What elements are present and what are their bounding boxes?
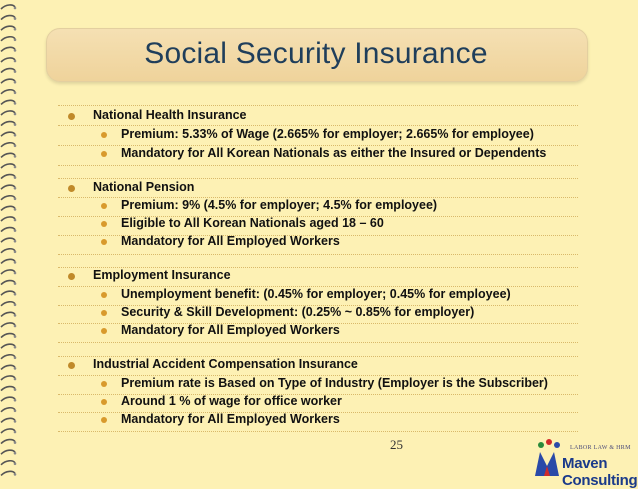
section-heading-row (0, 178, 600, 198)
section-heading: National Health Insurance (93, 108, 247, 122)
bullet-icon (101, 132, 107, 138)
bullet-icon (101, 417, 107, 423)
page-number: 25 (390, 437, 403, 452)
bullet-icon (101, 381, 107, 387)
list-item (0, 196, 600, 216)
bullet-icon (68, 362, 75, 369)
logo-name: Maven Consulting (562, 455, 638, 489)
list-item (0, 125, 600, 145)
logo-tagline: LABOR LAW & HRM (570, 445, 631, 451)
bullet-icon (101, 328, 107, 334)
list-item-text: Mandatory for All Employed Workers (121, 323, 340, 337)
bullet-icon (101, 292, 107, 298)
list-item-text: Around 1 % of wage for office worker (121, 394, 342, 408)
dotted-rule (58, 253, 578, 255)
list-item (0, 374, 600, 394)
list-item-text: Mandatory for All Employed Workers (121, 412, 340, 426)
list-item-text: Mandatory for All Korean Nationals as either the Insured or Dependents (121, 146, 547, 160)
list-item-text: Premium rate is Based on Type of Industry (Employer is the Subscriber) (121, 376, 548, 390)
list-item (0, 232, 600, 252)
list-item (0, 285, 600, 305)
page-title: Social Security Insurance (144, 37, 488, 70)
bullet-icon (101, 310, 107, 316)
dotted-rule (58, 164, 578, 166)
bullet-icon (101, 151, 107, 157)
list-item-text: Security & Skill Development: (0.25% ~ 0.85% for employer) (121, 305, 475, 319)
list-item (0, 214, 600, 234)
section-heading-row (0, 266, 600, 286)
bullet-icon (101, 239, 107, 245)
section-heading-row (0, 106, 600, 126)
list-item (0, 144, 600, 164)
section-heading-row (0, 355, 600, 375)
list-item (0, 303, 600, 323)
dotted-rule (58, 430, 578, 432)
list-item (0, 321, 600, 341)
bullet-icon (68, 185, 75, 192)
section-heading: National Pension (93, 180, 195, 194)
bullet-icon (101, 399, 107, 405)
section-heading: Employment Insurance (93, 268, 231, 282)
section-heading: Industrial Accident Compensation Insurance (93, 357, 358, 371)
list-item-text: Unemployment benefit: (0.45% for employer; 0.45% for employee) (121, 287, 511, 301)
bullet-icon (101, 203, 107, 209)
list-item-text: Eligible to All Korean Nationals aged 18 – 60 (121, 216, 384, 230)
list-item-text: Premium: 5.33% of Wage (2.665% for employer; 2.665% for employee) (121, 127, 534, 141)
list-item (0, 392, 600, 412)
bullet-icon (68, 273, 75, 280)
dotted-rule (58, 341, 578, 343)
list-item-text: Mandatory for All Employed Workers (121, 234, 340, 248)
list-item-text: Premium: 9% (4.5% for employer; 4.5% for employee) (121, 198, 438, 212)
bullet-icon (68, 113, 75, 120)
bullet-icon (101, 221, 107, 227)
list-item (0, 410, 600, 430)
